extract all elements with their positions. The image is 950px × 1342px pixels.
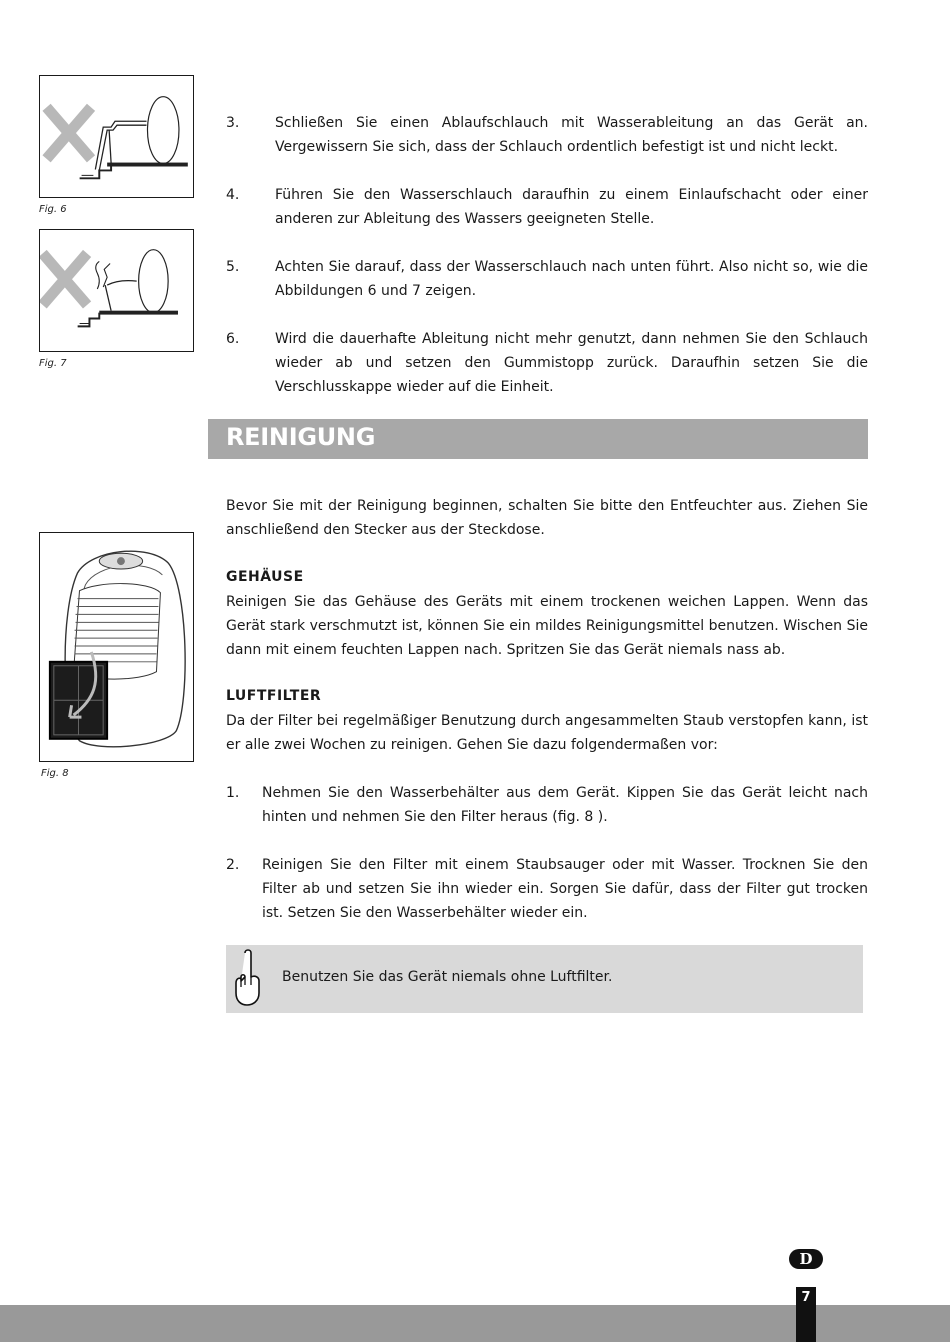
- pointing-hand-icon: [231, 947, 263, 1009]
- step-number: 4.: [226, 187, 240, 203]
- step-text: Achten Sie darauf, dass der Wasserschlauch nach unten führt. Also nicht so, wie die Abbildungen 6 und 7 zeigen.: [275, 259, 868, 299]
- step-number: 1.: [226, 785, 240, 801]
- fig7-caption: Fig. 7: [39, 358, 67, 369]
- luftfilter-paragraph: Da der Filter bei regelmäßiger Benutzung durch angesammelten Staub verstopfen kann, ist er alle zwei Wochen zu reinigen. Gehen Sie dazu folgendermaßen vor:: [226, 713, 868, 753]
- step-text: Führen Sie den Wasserschlauch daraufhin zu einem Einlaufschacht oder einer anderen zur Ableitung des Wassers geeigneten Stelle.: [275, 187, 868, 227]
- figure-7: [39, 229, 194, 352]
- section-title: REINIGUNG: [226, 423, 376, 451]
- step-text: Nehmen Sie den Wasserbehälter aus dem Gerät. Kippen Sie das Gerät leicht nach hinten und nehmen Sie den Filter heraus (fig. 8 ).: [262, 785, 868, 825]
- gehaeuse-heading: GEHÄUSE: [226, 569, 304, 585]
- fig6-wrong-hose-illustration: [40, 76, 193, 197]
- step-4: [226, 183, 868, 231]
- cross-icon: [50, 111, 87, 154]
- note-box: [226, 945, 863, 1013]
- step-5: [226, 255, 868, 303]
- filter-step-2: [226, 853, 868, 925]
- step-text: Schließen Sie einen Ablaufschlauch mit Wasserableitung an das Gerät an. Vergewissern Sie sich, dass der Schlauch ordentlich befestigt ist und nicht leckt.: [275, 115, 868, 155]
- step-number: 3.: [226, 115, 240, 131]
- gehaeuse-paragraph: Reinigen Sie das Gehäuse des Geräts mit einem trockenen weichen Lappen. Wenn das Gerät stark verschmutzt ist, können Sie ein mildes Reinigungsmittel benutzen. Wischen Sie dann mit einem feuchten Lappen nach. Spritzen Sie das Gerät niemals nass ab.: [226, 594, 868, 658]
- fig6-caption: Fig. 6: [39, 204, 67, 215]
- intro-paragraph: Bevor Sie mit der Reinigung beginnen, schalten Sie bitte den Entfeuchter aus. Ziehen Sie anschließend den Stecker aus der Steckdose.: [226, 498, 868, 538]
- filter-panel: [50, 662, 107, 739]
- step-text: Wird die dauerhafte Ableitung nicht mehr genutzt, dann nehmen Sie den Schlauch wieder ab und setzen den Gummistopp zurück. Daraufhin setzen Sie die Verschlusskappe wieder auf die Einheit.: [275, 331, 868, 395]
- step-3: [226, 111, 868, 159]
- step-text: Reinigen Sie den Filter mit einem Staubsauger oder mit Wasser. Trocknen Sie den Filter ab und setzen Sie ihn wieder ein. Sorgen Sie dafür, dass der Filter gut trocken ist. Setzen Sie den Wasserbehälter wieder ein.: [262, 857, 868, 921]
- filter-step-1: [226, 781, 868, 829]
- luftfilter-heading: LUFTFILTER: [226, 688, 322, 704]
- fig8-caption: Fig. 8: [41, 768, 69, 779]
- section-heading-bar: [208, 419, 868, 459]
- figure-8: [39, 532, 194, 762]
- step-number: 6.: [226, 331, 240, 347]
- fig7-wrong-hose-illustration: [40, 230, 193, 351]
- step-number: 5.: [226, 259, 240, 275]
- language-badge: D: [789, 1249, 823, 1269]
- figure-6: [39, 75, 194, 198]
- cross-icon: [46, 258, 83, 301]
- page-number: 7: [796, 1287, 816, 1342]
- note-text: Benutzen Sie das Gerät niemals ohne Luftfilter.: [282, 969, 613, 985]
- fig8-filter-removal-illustration: [40, 533, 193, 761]
- step-6: [226, 327, 868, 399]
- step-number: 2.: [226, 857, 240, 873]
